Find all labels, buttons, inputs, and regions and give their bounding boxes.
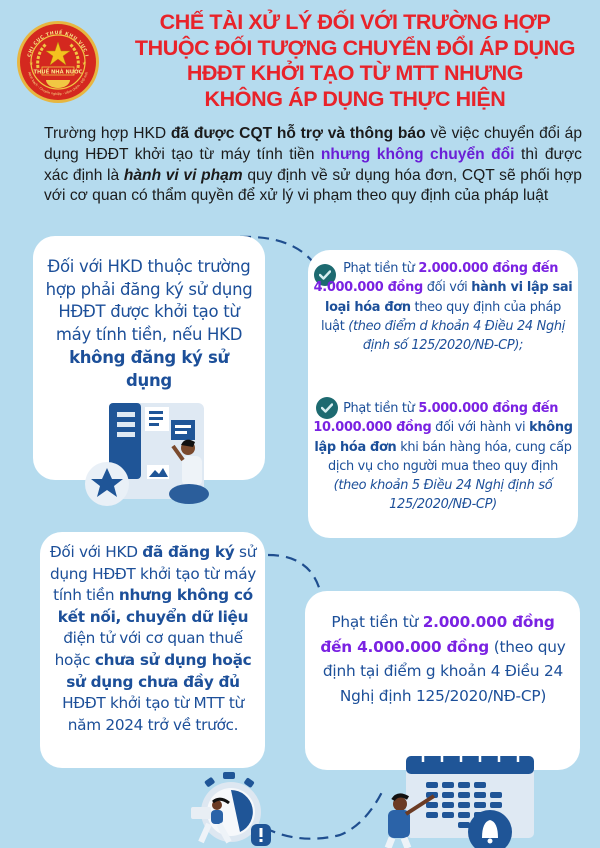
penalty-text: đối với [422, 280, 472, 296]
intro-text: Trường hợp HKD [44, 125, 171, 142]
penalty-legal-reference: (theo khoản 5 Điều 24 Nghị định số 125/2020/NĐ-CP) [333, 478, 553, 513]
logo-center-text: THUẾ NHÀ NƯỚC [33, 69, 83, 76]
intro-bold-italic: hành vi vi phạm [123, 166, 243, 184]
penalty-legal-reference: (theo quy định tại điểm g khoản 4 Điều 24 Nghị định 125/2020/NĐ-CP) [322, 637, 566, 705]
penalty-text: đối với hành vi [431, 420, 530, 436]
penalty-amount: 2.000.000 đồng đến 4.000.000 đồng [320, 613, 555, 656]
case-bold: đã đăng ký [142, 543, 235, 561]
intro-bold: đã được CQT hỗ trợ và thông báo [170, 125, 426, 142]
case-bold: không đăng ký sử dụng [69, 347, 229, 390]
case-text: điện tử với cơ quan thuế hoặc [54, 629, 243, 669]
case-bold: chưa sử dụng hoặc sử dụng chưa đầy đủ [66, 650, 252, 691]
penalty-text: Phạt tiền từ [343, 401, 419, 416]
case-text: Đối với HKD thuộc trường hợp phải đăng ký sử dụng HĐĐT được khởi tạo từ máy tính tiền, nếu HKD [45, 257, 253, 345]
penalty-text: Phạt tiền từ [343, 261, 419, 276]
penalty-amount: 2.000.000 đồng đến 4.000.000 đồng [313, 261, 559, 296]
case-text: Đối với HKD [49, 543, 143, 561]
penalty-bold: hành vi lập sai loại hóa đơn [324, 280, 573, 315]
logo-ring-text-bottom: Minh bạch - Chuyên nghiệp - Liêm chính - Đổi mới [27, 71, 89, 97]
penalty-amount: 5.000.000 đồng đến 10.000.000 đồng [313, 401, 559, 436]
intro-text: quy định về sử dụng hóa đơn, CQT sẽ phối hợp với cơ quan có thẩm quyền để xử lý vi phạm theo quy định của pháp luật [44, 166, 582, 205]
svg-text:★: ★ [82, 61, 87, 67]
case-not-connected-text [48, 542, 258, 736]
penalty-legal-reference: (theo điểm d khoản 4 Điều 24 Nghị định số 125/2020/NĐ-CP); [348, 318, 566, 354]
case-text: HĐĐT khởi tạo từ MTT từ năm 2024 trở về trước. [62, 694, 244, 734]
title-line: THUỘC ĐỐI TƯỢNG CHUYỂN ĐỔI ÁP DỤNG [134, 35, 576, 60]
penalty-text: Phạt tiền từ [331, 613, 423, 631]
case-bold: nhưng không có kết nối, chuyển dữ liệu [57, 586, 253, 626]
intro-text: thì được xác định là [44, 145, 582, 184]
logo-ring-text-top: CHI CỤC THUẾ KHU VỰC I [27, 30, 89, 58]
penalty-item-wrong-invoice [312, 259, 574, 355]
intro-text: về việc chuyển đổi áp dụng HĐĐT khởi tạo từ máy tính tiền [44, 125, 582, 163]
penalty-text: theo quy định của pháp luật [320, 299, 562, 334]
intro-highlight: nhưng không chuyển đổi [320, 145, 515, 163]
svg-text:★: ★ [29, 61, 34, 67]
title-line: KHÔNG ÁP DỤNG THỰC HIỆN [204, 86, 506, 111]
penalty-not-connected-text [318, 610, 568, 708]
case-unregistered-text [44, 256, 254, 392]
case-text: sử dụng HĐĐT khởi tạo từ máy tính tiền [49, 543, 257, 605]
stopwatch-illustration [185, 772, 280, 848]
penalty-text: khi bán hàng hóa, cung cấp dịch vụ cho người mua theo quy định [328, 439, 572, 474]
title-line: HĐĐT KHỞI TẠO TỪ MTT NHƯNG [186, 61, 524, 85]
title-line: CHẾ TÀI XỬ LÝ ĐỐI VỚI TRƯỜNG HỢP [159, 10, 551, 34]
penalty-bold: không lập hóa đơn [314, 420, 573, 455]
penalty-item-no-invoice [312, 399, 574, 515]
document-review-illustration [85, 400, 235, 512]
calendar-reminder-illustration [378, 748, 548, 848]
